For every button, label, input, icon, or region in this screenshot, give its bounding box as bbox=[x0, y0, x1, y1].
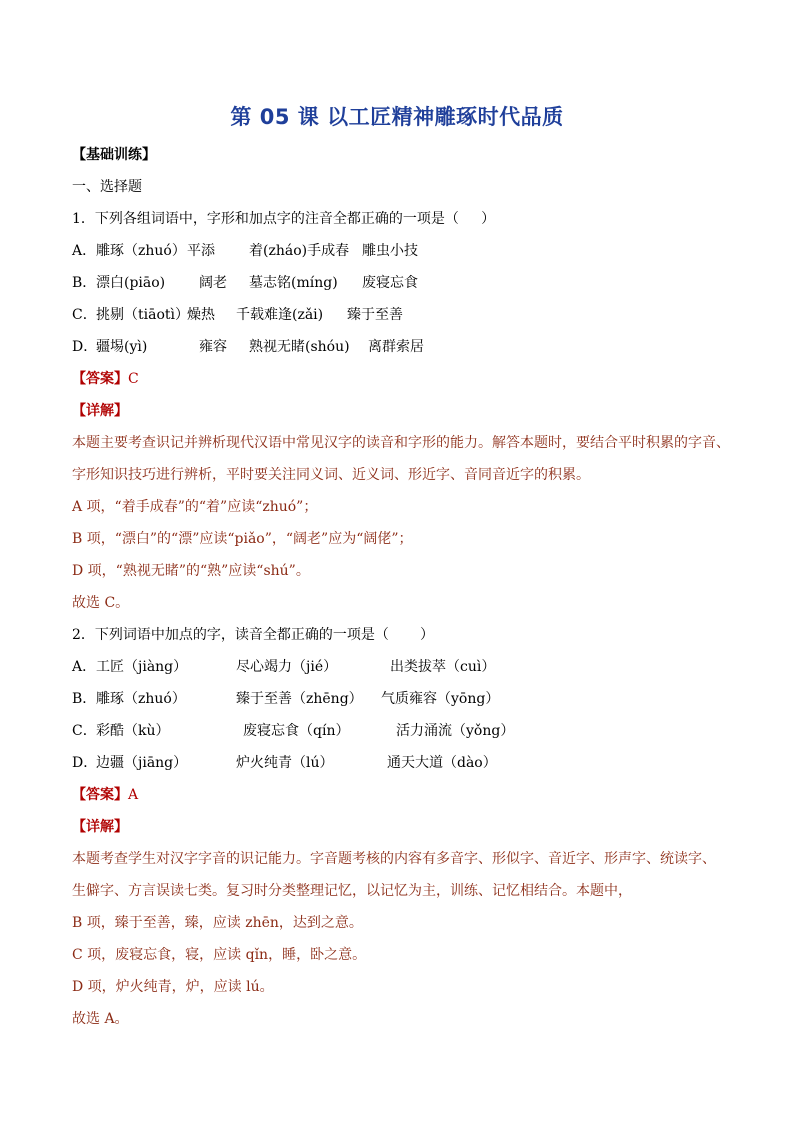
section-heading-basic: 【基础训练】 bbox=[72, 147, 156, 163]
q1-option-b-item: 墓志铭(míng) bbox=[249, 275, 338, 291]
q1-explanation-line: 本题主要考查识记并辨析现代汉语中常见汉字的读音和字形的能力。解答本题时，要结合平时积累的字音、 bbox=[72, 435, 730, 451]
q1-detail-label: 【详解】 bbox=[72, 403, 128, 419]
q2-option-a-label: A． bbox=[72, 659, 97, 675]
q1-option-b-item: 废寝忘食 bbox=[362, 275, 418, 291]
q1-option-a-label: A． bbox=[72, 243, 97, 259]
q2-option-b-item: 气质雍容（yōng） bbox=[381, 691, 500, 707]
answer-value: C bbox=[128, 371, 139, 387]
q1-answer bbox=[72, 370, 139, 388]
q2-option-d-item: 边疆（jiāng） bbox=[96, 755, 188, 771]
q1-option-a-item: 雕琢（zhuó） bbox=[96, 243, 186, 259]
q1-explanation-line: A 项，“着手成春”的“着”应读“zhuó”； bbox=[72, 499, 318, 515]
q1-option-a-item: 着(zháo)手成春 bbox=[249, 243, 350, 259]
q1-option-d-item: 雍容 bbox=[199, 339, 227, 355]
q1-explanation-line: D 项，“熟视无睹”的“熟”应读“shú”。 bbox=[72, 563, 310, 579]
q1-explanation-line: B 项，“漂白”的“漂”应读“piǎo”，“阔老”应为“阔佬”； bbox=[72, 531, 413, 547]
q1-option-b-item: 漂白(piāo) bbox=[96, 275, 166, 291]
q1-option-c-item: 燥热 bbox=[187, 307, 215, 323]
q1-explanation-line: 故选 C。 bbox=[72, 595, 130, 611]
q2-option-c-label: C． bbox=[72, 723, 97, 739]
q2-answer bbox=[72, 786, 138, 804]
q2-option-b-item: 臻于至善（zhēng） bbox=[236, 691, 363, 707]
q1-option-d-item: 疆埸(yì) bbox=[96, 339, 148, 355]
q1-option-a-item: 平添 bbox=[187, 243, 215, 259]
q1-option-c-label: C． bbox=[72, 307, 97, 323]
q2-option-d-item: 炉火纯青（lú） bbox=[236, 755, 334, 771]
q2-explanation-line: D 项，炉火纯青，炉，应读 lú。 bbox=[72, 979, 274, 995]
q2-option-a-item: 出类拔萃（cuì） bbox=[390, 659, 496, 675]
q2-option-b-label: B． bbox=[72, 691, 97, 707]
q1-explanation-line: 字形知识技巧进行辨析，平时要关注同义词、近义词、形近字、音同音近字的积累。 bbox=[72, 467, 590, 483]
q2-explanation-line: 生僻字、方言误读七类。复习时分类整理记忆，以记忆为主，训练、记忆相结合。本题中， bbox=[72, 883, 632, 899]
q2-explanation-line: 故选 A。 bbox=[72, 1011, 129, 1027]
q1-option-c-item: 千载难逢(zǎi) bbox=[236, 307, 324, 323]
q2-option-c-item: 彩酷（kù） bbox=[96, 723, 170, 739]
answer-label: 【答案】 bbox=[72, 787, 128, 803]
answer-label: 【答案】 bbox=[72, 371, 128, 387]
q1-option-a-item: 雕虫小技 bbox=[362, 243, 418, 259]
q2-option-a-item: 工匠（jiàng） bbox=[96, 659, 188, 675]
q2-explanation-line: C 项，废寝忘食，寝，应读 qǐn，睡，卧之意。 bbox=[72, 947, 367, 963]
q1-option-b-item: 阔老 bbox=[199, 275, 227, 291]
q2-option-a-item: 尽心竭力（jié） bbox=[236, 659, 338, 675]
q2-option-c-item: 活力涌流（yǒng） bbox=[396, 723, 515, 739]
q2-option-d-item: 通天大道（dào） bbox=[387, 755, 497, 771]
q1-option-d-item: 离群索居 bbox=[368, 339, 424, 355]
answer-value: A bbox=[128, 787, 139, 803]
q1-option-b-label: B． bbox=[72, 275, 97, 291]
q1-option-c-item: 挑剔（tiāotì） bbox=[96, 307, 189, 323]
q1-option-c-item: 臻于至善 bbox=[347, 307, 403, 323]
page-title: 第 05 课 以工匠精神雕琢时代品质 bbox=[230, 105, 564, 129]
q2-option-b-item: 雕琢（zhuó） bbox=[96, 691, 186, 707]
q2-option-d-label: D． bbox=[72, 755, 98, 771]
question-1-stem: 1．下列各组词语中，字形和加点字的注音全都正确的一项是（ ） bbox=[72, 211, 496, 227]
q1-option-d-label: D． bbox=[72, 339, 98, 355]
q2-detail-label: 【详解】 bbox=[72, 819, 128, 835]
q2-explanation-line: B 项，臻于至善，臻，应读 zhēn，达到之意。 bbox=[72, 915, 363, 931]
q2-explanation-line: 本题考查学生对汉字字音的识记能力。字音题考核的内容有多音字、形似字、音近字、形声字、统读字、 bbox=[72, 851, 716, 867]
q1-option-d-item: 熟视无睹(shóu) bbox=[249, 339, 350, 355]
q2-option-c-item: 废寝忘食（qín） bbox=[243, 723, 350, 739]
section-heading-choice: 一、选择题 bbox=[72, 179, 142, 195]
question-2-stem: 2．下列词语中加点的字，读音全都正确的一项是（ ） bbox=[72, 627, 435, 643]
